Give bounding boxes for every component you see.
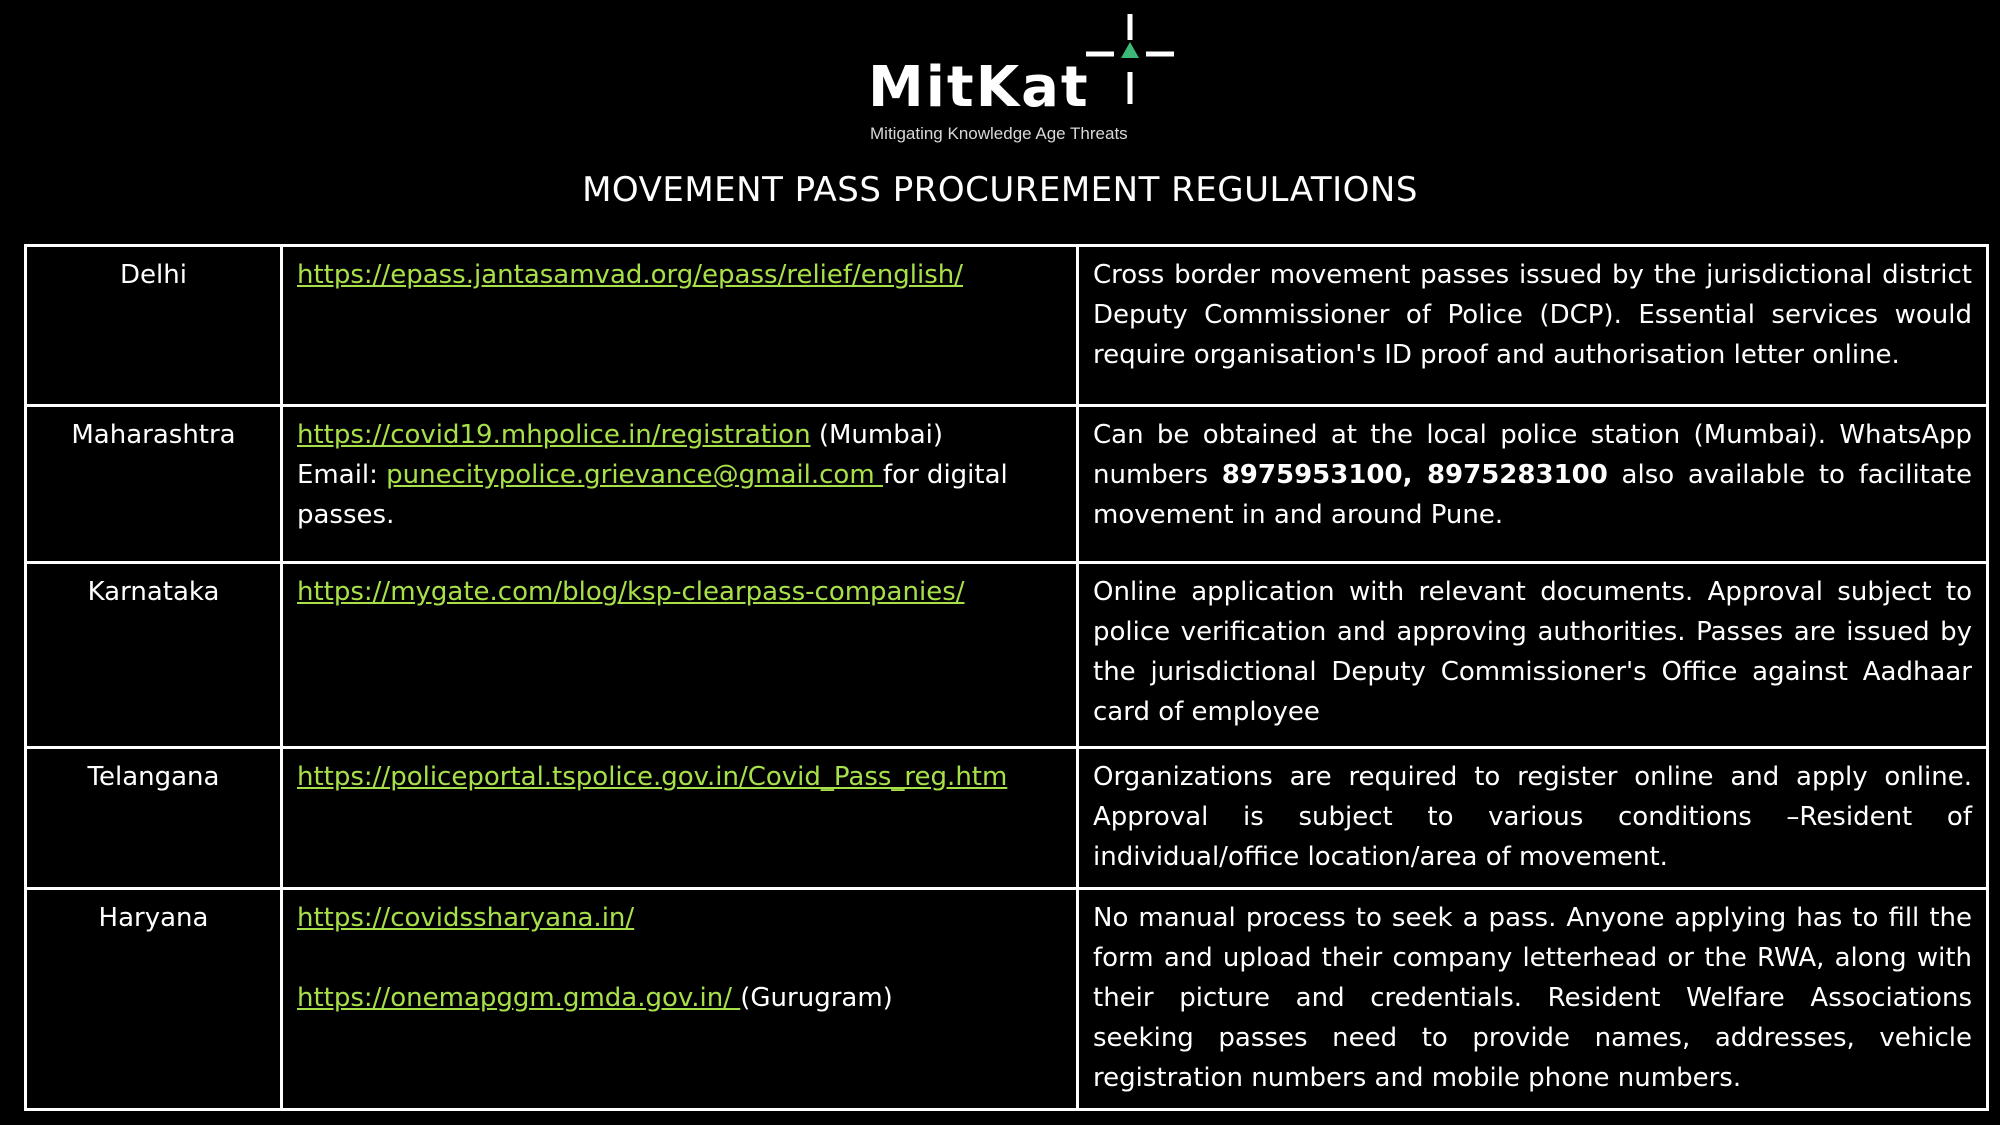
regulations-table: [24, 244, 1989, 1111]
state-cell: Maharashtra: [26, 406, 282, 563]
description-cell: Online application with relevant documents. Approval subject to police verification and approving authorities. Passes are issued by the jurisdictional Deputy Commissioner's Office against Aadhaar card of employee: [1078, 563, 1988, 748]
description-text: Can be obtained at the local police station (Mumbai). WhatsApp numbers: [1093, 420, 1972, 490]
logo-wordmark: MitKat: [868, 55, 1090, 120]
link-cell: [282, 889, 1078, 1110]
description-cell: Cross border movement passes issued by the jurisdictional district Deputy Commissioner of Police (DCP). Essential services would require organisation's ID proof and authorisation letter online.: [1078, 246, 1988, 406]
table-row: [26, 889, 1988, 1110]
description-cell: Organizations are required to register online and apply online. Approval is subject to various conditions –Resident of individual/office location/area of movement.: [1078, 748, 1988, 889]
onemap-link[interactable]: https://onemapggm.gmda.gov.in/: [297, 983, 741, 1013]
logo-tagline: Mitigating Knowledge Age Threats: [870, 124, 1128, 143]
table-row: [26, 563, 1988, 748]
link-note: (Mumbai): [810, 420, 944, 450]
registration-link[interactable]: https://covid19.mhpolice.in/registration: [297, 420, 811, 450]
link-cell: [282, 246, 1078, 406]
email-label: Email:: [297, 460, 387, 490]
epass-link[interactable]: https://epass.jantasamvad.org/epass/relief/english/: [297, 260, 964, 290]
description-cell: No manual process to seek a pass. Anyone applying has to fill the form and upload their company letterhead or the RWA, along with their picture and credentials. Resident Welfare Associations seeking passes need to provide names, addresses, vehicle registration numbers and mobile phone numbers.: [1078, 889, 1988, 1110]
policeportal-link[interactable]: https://policeportal.tspolice.gov.in/Covid_Pass_reg.htm: [297, 762, 1008, 792]
table-row: [26, 406, 1988, 563]
page-title: MOVEMENT PASS PROCUREMENT REGULATIONS: [582, 170, 1418, 210]
covidss-link[interactable]: https://covidssharyana.in/: [297, 903, 635, 933]
whatsapp-numbers: 8975953100, 8975283100: [1221, 460, 1608, 490]
link-cell: [282, 406, 1078, 563]
state-cell: Telangana: [26, 748, 282, 889]
email-note: for digital passes.: [297, 460, 1008, 530]
crosshair-arrow-icon: [1080, 12, 1180, 112]
link-note: (Gurugram): [740, 983, 893, 1013]
table-row: [26, 246, 1988, 406]
description-cell: [1078, 406, 1988, 563]
link-cell: [282, 748, 1078, 889]
state-cell: Karnataka: [26, 563, 282, 748]
state-cell: Delhi: [26, 246, 282, 406]
table-row: [26, 748, 1988, 889]
description-text: also available to facilitate movement in and around Pune.: [1093, 460, 1972, 530]
link-cell: [282, 563, 1078, 748]
email-link[interactable]: punecitypolice.grievance@gmail.com: [386, 460, 883, 490]
mitkat-logo: [860, 12, 1180, 142]
state-cell: Haryana: [26, 889, 282, 1110]
clearpass-link[interactable]: https://mygate.com/blog/ksp-clearpass-companies/: [297, 577, 965, 607]
